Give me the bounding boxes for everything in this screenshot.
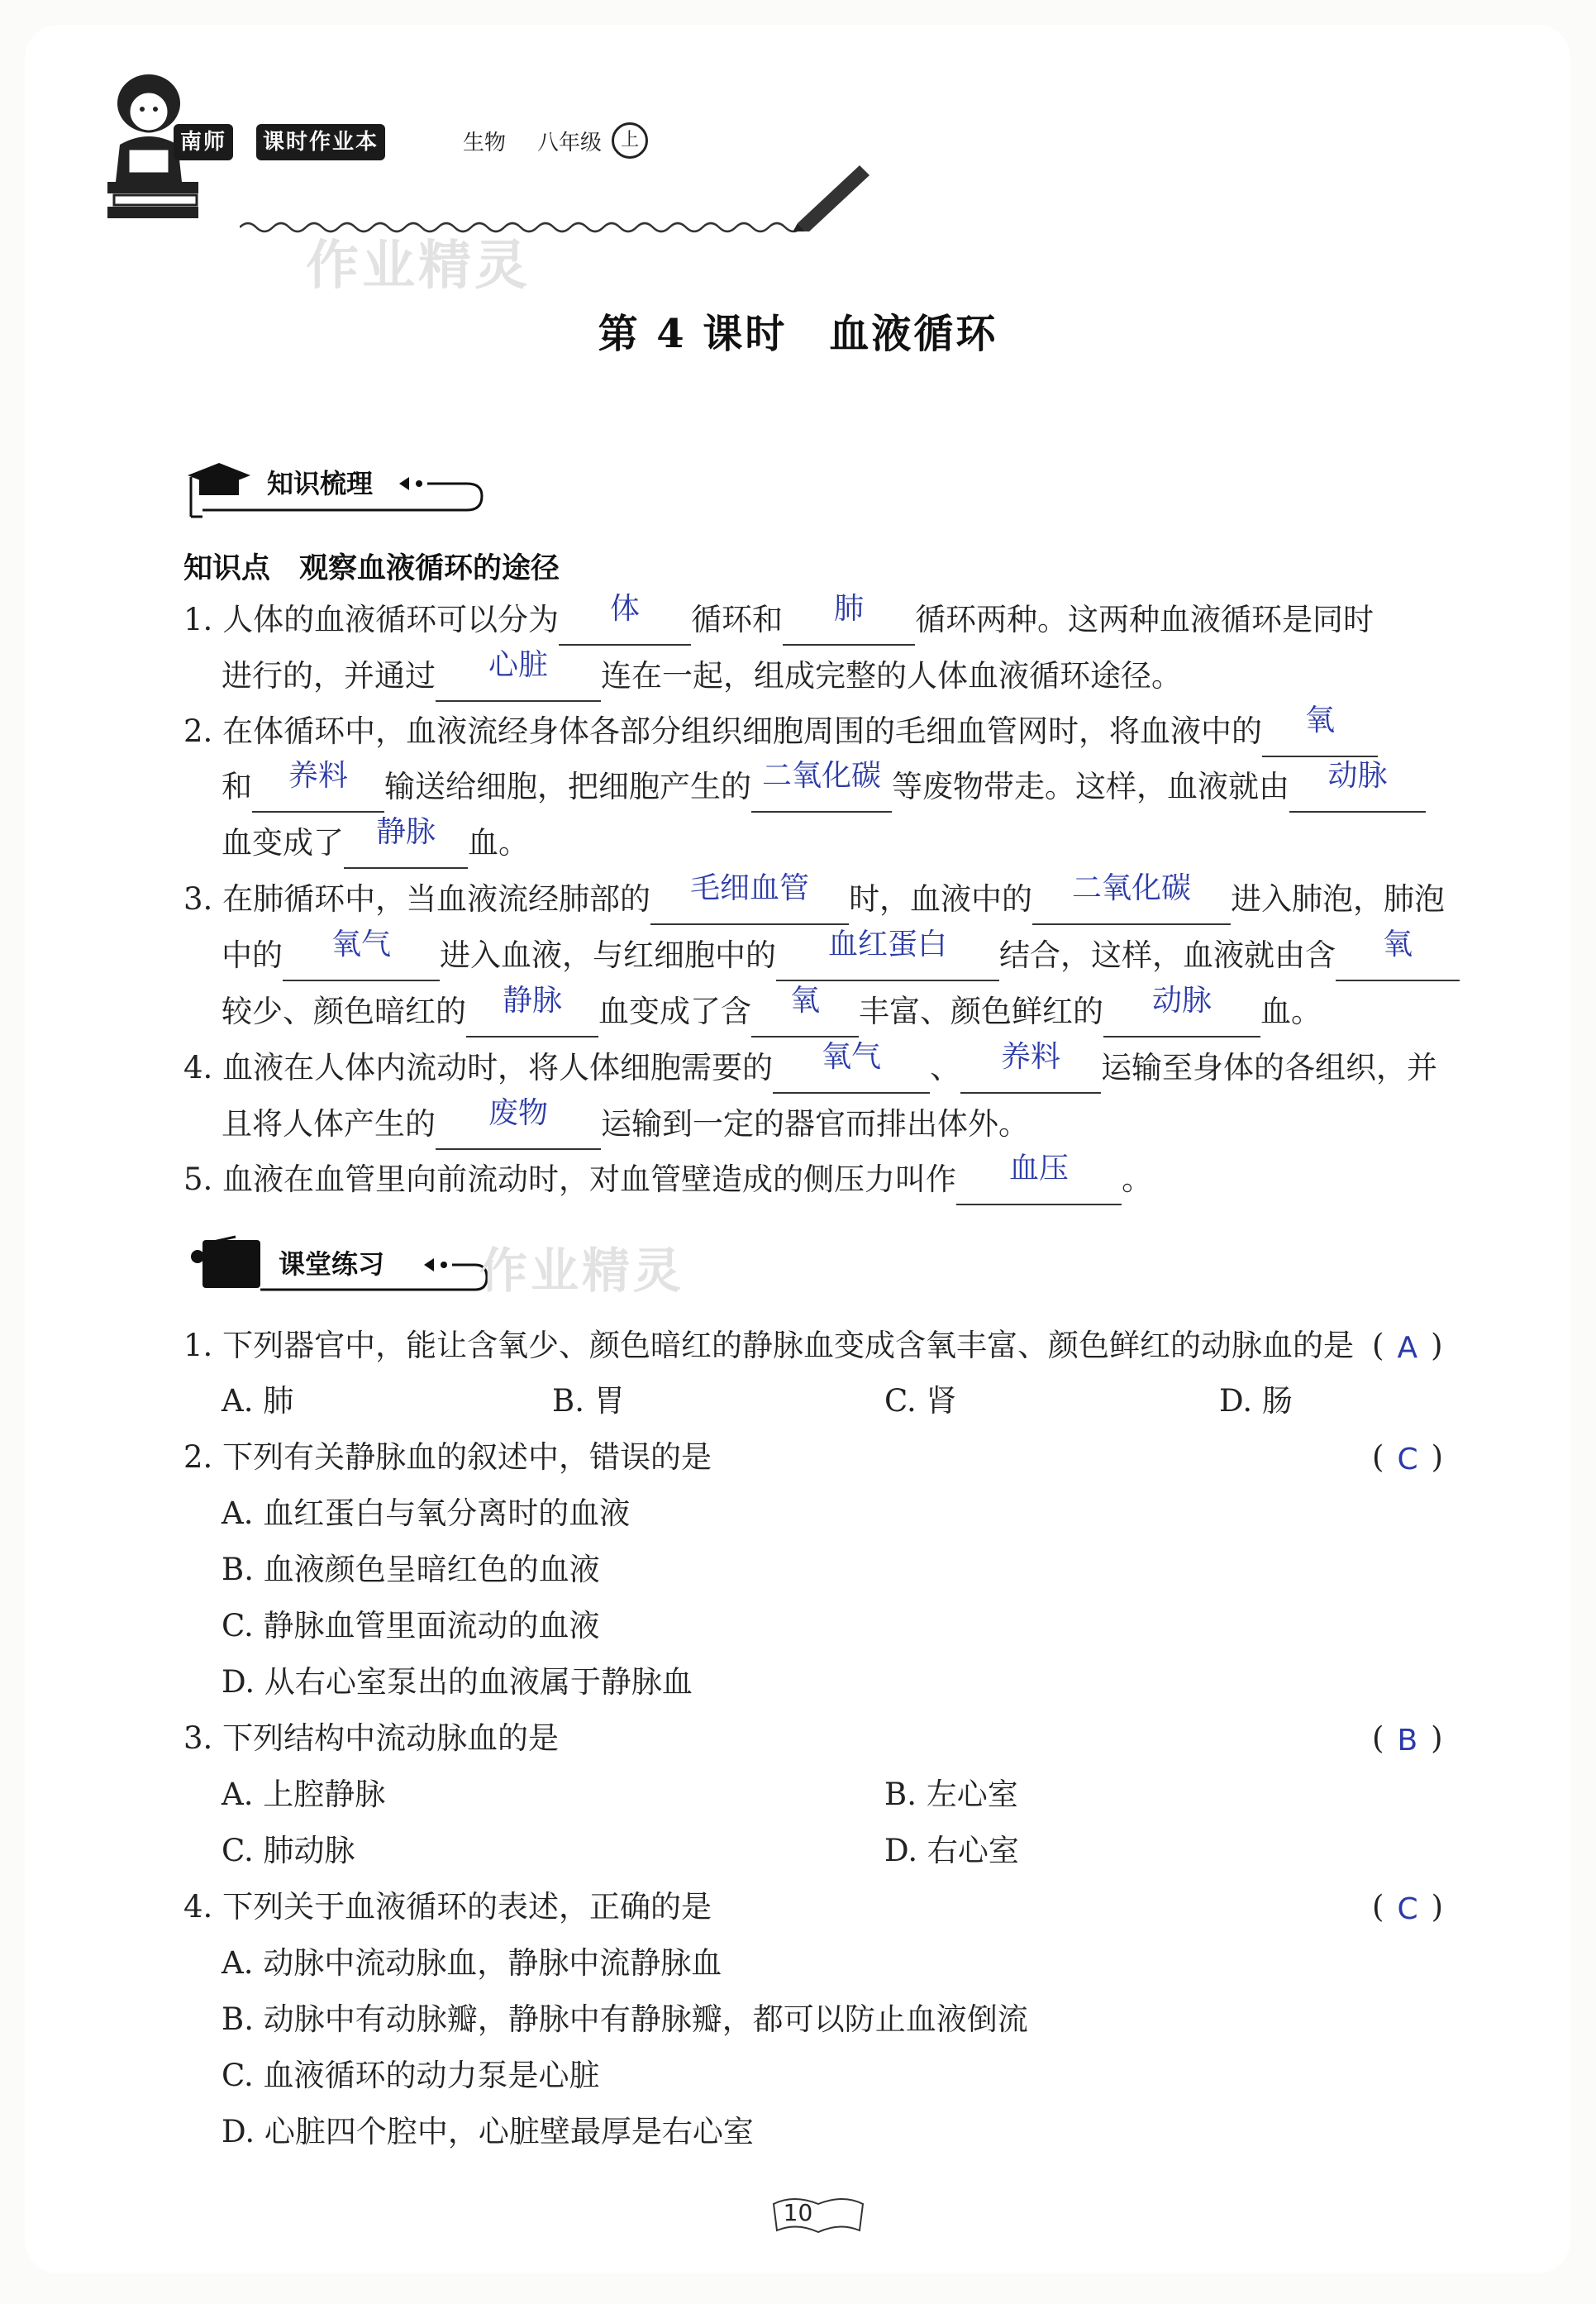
option-b[interactable]: B. 胃: [552, 1383, 625, 1419]
option-c[interactable]: C. 肾: [884, 1383, 957, 1419]
option-a[interactable]: A. 血红蛋白与氧分离时的血液: [222, 1495, 631, 1531]
fill-q1-line1: 1. 人体的血液循环可以分为 体 循环和 肺 循环两种。这两种血液循环是同时: [183, 595, 1374, 646]
option-d[interactable]: D. 从右心室泵出的血液属于静脉血: [222, 1664, 693, 1700]
watermark: 作业精灵: [479, 1243, 685, 1299]
volume-badge: 上: [612, 122, 648, 159]
answer-blank[interactable]: 氧: [1262, 713, 1378, 757]
section-header-review: [186, 459, 500, 525]
answer-blank[interactable]: 养料: [252, 768, 384, 813]
fill-q5-line1: 5. 血液在血管里向前流动时，对血管壁造成的侧压力叫作 血压 。: [183, 1155, 1152, 1205]
choice-answer[interactable]: C: [1397, 1892, 1418, 1926]
answer-blank[interactable]: 血压: [956, 1161, 1122, 1205]
option-a[interactable]: A. 肺: [222, 1383, 294, 1419]
option-c[interactable]: C. 血液循环的动力泵是心脏: [222, 2058, 600, 2093]
practice-q1-stem: 1. 下列器官中，能让含氧少、颜色暗红的静脉血变成含氧丰富、颜色鲜红的动脉血的是: [183, 1328, 1355, 1363]
answer-blank[interactable]: 氧: [751, 993, 859, 1038]
answer-blank[interactable]: 动脉: [1289, 768, 1426, 813]
fill-q1-line2: 进行的，并通过 心脏 连在一起，组成完整的人体血液循环途径。: [222, 651, 1182, 702]
fill-q3-line2: 中的 氧气 进入血液，与红细胞中的 血红蛋白 结合，这样，血液就由含 氧: [222, 931, 1460, 981]
fill-q2-line2: 和 养料 输送给细胞，把细胞产生的 二氧化碳 等废物带走。这样，血液就由 动脉: [222, 762, 1426, 813]
answer-blank[interactable]: 二氧化碳: [751, 768, 892, 813]
option-a[interactable]: A. 上腔静脉: [222, 1777, 386, 1812]
option-a[interactable]: A. 动脉中流动脉血，静脉中流静脉血: [222, 1945, 722, 1981]
answer-blank[interactable]: 二氧化碳: [1032, 880, 1231, 925]
section-header-practice: [186, 1232, 500, 1298]
grade-label: 八年级: [537, 131, 603, 155]
answer-blank[interactable]: 氧气: [773, 1049, 930, 1094]
answer-paren: ( A ): [1372, 1328, 1443, 1365]
answer-blank[interactable]: 毛细血管: [650, 880, 849, 925]
brand-badge: 南师: [174, 124, 233, 160]
choice-answer[interactable]: A: [1397, 1331, 1418, 1365]
answer-blank[interactable]: 动脉: [1103, 993, 1260, 1038]
option-d[interactable]: D. 心脏四个腔中，心脏壁最厚是右心室: [222, 2114, 754, 2149]
answer-blank[interactable]: 心脏: [436, 657, 601, 702]
practice-q2-stem: 2. 下列有关静脉血的叙述中，错误的是: [183, 1439, 712, 1475]
answer-paren: ( C ): [1372, 1439, 1444, 1476]
answer-blank[interactable]: 血红蛋白: [776, 937, 999, 981]
answer-blank[interactable]: 静脉: [466, 993, 598, 1038]
option-c[interactable]: C. 肺动脉: [222, 1833, 355, 1868]
section-title: 知识梳理: [267, 468, 374, 499]
option-b[interactable]: B. 血液颜色呈暗红色的血液: [222, 1552, 600, 1587]
answer-blank[interactable]: 氧: [1336, 937, 1460, 981]
option-b[interactable]: B. 动脉中有动脉瓣，静脉中有静脉瓣，都可以防止血液倒流: [222, 2001, 1028, 2037]
option-c[interactable]: C. 静脉血管里面流动的血液: [222, 1608, 600, 1643]
knowledge-point-title: 知识点 观察血液循环的途径: [183, 552, 560, 585]
pencil-icon: [785, 157, 876, 231]
section-title: 课堂练习: [279, 1248, 385, 1280]
answer-paren: ( B ): [1372, 1720, 1443, 1758]
page-header: [66, 58, 810, 223]
lesson-title: 第 4 课时 血液循环: [598, 311, 998, 357]
option-d[interactable]: D. 右心室: [884, 1833, 1019, 1868]
fill-q2-line1: 2. 在体循环中，血液流经身体各部分组织细胞周围的毛细血管网时，将血液中的 氧: [183, 707, 1378, 757]
fill-q2-line3: 血变成了 静脉 血。: [222, 818, 529, 869]
fill-q3-line1: 3. 在肺循环中，当血液流经肺部的 毛细血管 时，血液中的 二氧化碳 进入肺泡，肺泡: [183, 875, 1445, 925]
practice-q4-stem: 4. 下列关于血液循环的表述，正确的是: [183, 1889, 712, 1925]
answer-paren: ( C ): [1372, 1889, 1444, 1926]
answer-blank[interactable]: 氧气: [283, 937, 440, 981]
answer-blank[interactable]: 废物: [436, 1105, 601, 1150]
answer-blank[interactable]: 静脉: [344, 824, 468, 869]
option-d[interactable]: D. 肠: [1219, 1383, 1293, 1419]
practice-q3-stem: 3. 下列结构中流动脉血的是: [183, 1720, 560, 1756]
subject-label: 生物: [463, 131, 507, 155]
fill-q3-line3: 较少、颜色暗红的 静脉 血变成了含 氧 丰富、颜色鲜红的 动脉 血。: [222, 987, 1322, 1038]
answer-blank[interactable]: 养料: [960, 1049, 1101, 1094]
choice-answer[interactable]: B: [1397, 1724, 1418, 1758]
option-b[interactable]: B. 左心室: [884, 1777, 1018, 1812]
watermark: 作业精灵: [306, 236, 531, 297]
answer-blank[interactable]: 体: [559, 601, 691, 646]
answer-blank[interactable]: 肺: [783, 601, 915, 646]
series-badge: 课时作业本: [256, 124, 385, 160]
fill-q4-line2: 且将人体产生的 废物 运输到一定的器官而排出体外。: [222, 1100, 1029, 1150]
fill-q4-line1: 4. 血液在人体内流动时，将人体细胞需要的 氧气 、 养料 运输至身体的各组织，并: [183, 1043, 1437, 1094]
choice-answer[interactable]: C: [1397, 1443, 1418, 1476]
page-number: 10: [783, 2199, 813, 2226]
